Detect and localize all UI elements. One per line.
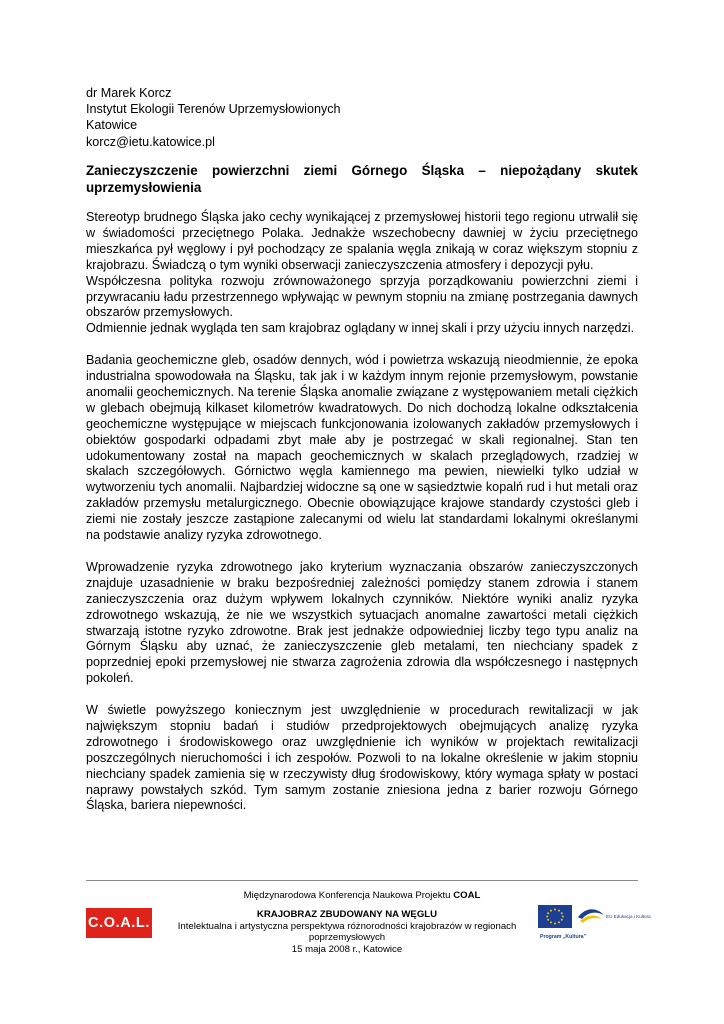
eu-flag-icon xyxy=(538,905,572,928)
author-city: Katowice xyxy=(86,118,138,133)
author-name: dr Marek Korcz xyxy=(86,86,172,100)
article-title: Zanieczyszczenie powierzchni ziemi Górnego Śląska – niepożądany skutek uprzemysłowienia xyxy=(86,163,638,195)
paragraph: Wprowadzenie ryzyka zdrowotnego jako kryterium wyznaczania obszarów zanieczyszczonych znajduje uzasadnienie w braku bezpośredniej zależności pomiędzy stanem zdrowia i stanem zanieczyszczenia oraz dużym wpływem lokalnych czynników. Niektóre wyniki analiz ryzyka zdrowotnego wskazują, że nie we wszystkich sytuacjach anomalne zawartości metali ciężkich stwarzają istotne ryzyko zdrowotne. Brak jest jednakże odpowiedniej liczby tego typu analiz na Górnym Śląsku aby uznać, że zanieczyszczenie gleb metalami, ten niechciany spadek z poprzedniej epoki przemysłowej nie stwarza zagrożenia zdrowia dla współczesnego i następnych pokoleń. xyxy=(86,559,638,686)
article-body xyxy=(86,210,638,814)
footer-divider xyxy=(86,880,638,881)
author-email[interactable]: korcz@ietu.katowice.pl xyxy=(86,134,215,149)
program-caption: Program „Kultura” xyxy=(540,934,587,940)
author-institution: Instytut Ekologii Terenów Uprzemysłowionych xyxy=(86,102,341,117)
footer-description: Intelektualna i artystyczna perspektywa różnorodności krajobrazów w regionach poprzemysłowych xyxy=(177,920,517,944)
eu-logo-caption: EU Edukacja i Kultura xyxy=(606,914,651,919)
eu-culture-logo xyxy=(538,903,651,943)
paragraph: Badania geochemiczne gleb, osadów dennych, wód i powietrza wskazują nieodmiennie, że epoka industrialna spowodowała na Śląsku, tak jak i w każdym innym rejonie przemysłowym, powstanie anomalii geochemicznych. Na terenie Śląska anomalie związane z występowaniem metali ciężkich w glebach obejmują kilkaset kilometrów kwadratowych. Do nich dochodzą lokalne odkształcenia geochemiczne występujące w miejscach funkcjonowania izolowanych zakładów przemysłowych i obiektów gospodarki odpadami zbyt małe aby je postrzegać w skali regionalnej. Stan ten udokumentowany został na mapach geochemicznych w skalach przeglądowych, rzadziej w skalach szczegółowych. Górnictwo węgla kamiennego ma pewien, niewielki tylko udział w wytworzeniu tych anomalii. Najbardziej widoczne są one w sąsiedztwie kopalń rud i hut metali oraz zakładów przemysłu metalurgicznego. Obecnie obowiązujące krajowe standardy czystości gleb i ziemi nie zostały jeszcze zastąpione zalecanymi od wielu lat standardami lokalnymi określanymi na podstawie analizy ryzyka zdrowotnego. xyxy=(86,353,638,543)
conference-name: COAL xyxy=(453,890,481,901)
coal-logo-text: C.O.A.L. xyxy=(88,915,150,931)
paragraph: Współczesna polityka rozwoju zrównoważonego sprzyja porządkowaniu powierzchni ziemi i przywracaniu ładu przestrzennego wpływając w pewnym stopniu na zmianę postrzegania dawnych obszarów przemysłowych. xyxy=(86,273,638,320)
footer-subtitle: KRAJOBRAZ ZBUDOWANY NA WĘGLU xyxy=(256,909,438,920)
paragraph: Stereotyp brudnego Śląska jako cechy wynikającej z przemysłowej historii tego regionu utrwalił się w świadomości przeciętnego Polaka. Jednakże wszechobecny dawniej w życiu przeciętnego mieszkańca pył węglowy i pył pochodzący ze spalania węgla znikają w coraz większym stopniu z krajobrazu. Świadczą o tym wyniki obserwacji zanieczyszczenia atmosfery i depozycji pyłu. xyxy=(86,210,638,272)
footer-conference-info xyxy=(170,909,524,955)
conference-line xyxy=(0,890,724,902)
paragraph: W świetle powyższego koniecznym jest uwzględnienie w procedurach rewitalizacji w jak największym stopniu badań i studiów przedprojektowych obejmujących analizę ryzyka zdrowotnego i środowiskowego oraz uwzględnienie ich wyników w projektach rewitalizacji poszczególnych nieruchomości i ich zespołów. Pozwoli to na lokalne określenie w jakim stopniu niechciany spadek zamienia się w rzeczywisty dług środowiskowy, który wymaga spłaty w postaci naprawy powstałych szkód. Tym samym zostanie zniesiona jedna z barier rozwoju Górnego Śląska, bariera niepewności. xyxy=(86,703,638,813)
paragraph: Odmiennie jednak wygląda ten sam krajobraz oglądany w innej skali i przy użyciu innych narzędzi. xyxy=(86,321,635,336)
footer-date: 15 maja 2008 r., Katowice xyxy=(291,943,403,955)
author-block xyxy=(86,85,341,150)
coal-logo xyxy=(86,908,152,938)
conference-prefix: Międzynarodowa Konferencja Naukowa Projektu xyxy=(243,890,451,901)
